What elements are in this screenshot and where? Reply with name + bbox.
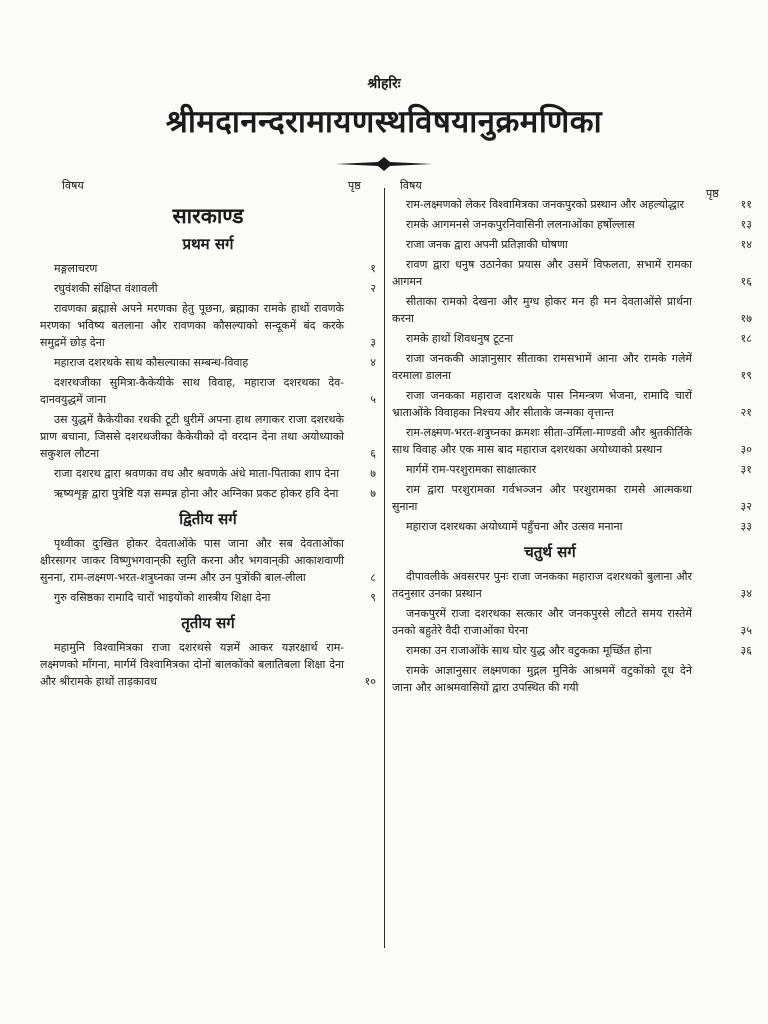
toc-entry-text: दशरथजीका सुमित्रा-कैकेयीके साथ विवाह, महाराज दशरथका देव-दानवयुद्धमें जाना xyxy=(40,376,344,406)
toc-entry-page: ३६ xyxy=(740,644,752,657)
left-entries-1 xyxy=(40,260,376,505)
kanda-heading: सारकाण्ड xyxy=(172,203,244,228)
toc-entry-page: ३४ xyxy=(740,587,752,600)
toc-entry xyxy=(392,662,708,696)
title-ornament-icon xyxy=(334,156,434,172)
left-entries-3 xyxy=(40,639,376,693)
toc-entry-page: १३ xyxy=(740,218,752,231)
toc-entry-text: गुरु वसिष्ठका रामादि चारों भाइयोंको शास्त्रीय शिक्षा देना xyxy=(54,591,271,604)
toc-entry xyxy=(392,642,752,659)
toc-entry xyxy=(40,589,376,606)
toc-entry xyxy=(40,260,376,277)
toc-entry-text: रघुवंशकी संक्षिप्त वंशावली xyxy=(54,282,158,295)
toc-entry-text: मङ्गलाचरण xyxy=(54,262,98,275)
toc-entry-text: रावणका ब्रह्मासे अपने मरणका हेतु पूछना, ब्रह्माका रामके हाथों रावणके मरणका भविष्य बतलाना और रावणका कौसल्याको सन्दूकमें बंद करके समुद्रमें छोड़ देना xyxy=(40,302,344,349)
left-column xyxy=(40,196,376,693)
toc-entry-text: दीपावलीके अवसरपर पुनः राजा जनकका महाराज दशरथको बुलाना और तदनुसार उनका प्रस्थान xyxy=(392,570,692,600)
right-entries-1 xyxy=(392,196,752,538)
toc-entry xyxy=(392,387,752,421)
toc-entry-text: राम द्वारा परशुरामका गर्वभञ्जन और परशुरामका रामसे आत्मकथा सुनाना xyxy=(392,483,692,513)
toc-entry-page: ७ xyxy=(370,467,376,480)
invocation-text: श्रीहरिः xyxy=(367,76,401,92)
toc-entry-text: राजा दशरथ द्वारा श्रवणका वध और श्रवणके अंधे माता-पिताका शाप देना xyxy=(54,467,340,480)
toc-entry-text: रामका उन राजाओंके साथ घोर युद्ध और वटुकका मूर्च्छित होना xyxy=(406,644,652,657)
toc-entry-page: ३३ xyxy=(740,520,752,533)
toc-entry xyxy=(392,330,752,347)
toc-entry-page: ३ xyxy=(370,336,376,349)
toc-entry xyxy=(392,518,752,535)
left-subject-header: विषय xyxy=(62,179,84,192)
sarga-heading-2: द्वितीय सर्ग xyxy=(179,510,237,528)
toc-entry-page: १७ xyxy=(740,312,752,325)
toc-entry xyxy=(40,639,376,690)
toc-entry-text: राम-लक्ष्मण-भरत-शत्रुघ्नका क्रमशः सीता-उर्मिला-माण्डवी और श्रुतकीर्तिके साथ विवाह और एक मास बाद महाराज दशरथका अयोध्याको प्रस्थान xyxy=(392,426,692,456)
toc-entry-page: ८ xyxy=(370,571,376,584)
sarga-heading-4: चतुर्थ सर्ग xyxy=(524,543,576,561)
right-column xyxy=(392,196,752,699)
toc-entry-text: रामके आगमनसे जनकपुरनिवासिनी ललनाओंका हर्षोल्लास xyxy=(406,218,635,231)
toc-entry-page: १० xyxy=(364,675,376,688)
toc-entry-page: १ xyxy=(370,262,376,275)
toc-entry xyxy=(40,535,376,586)
toc-entry-text: सीताका रामको देखना और मुग्ध होकर मन ही मन देवताओंसे प्रार्थना करना xyxy=(392,295,692,325)
right-subject-header: विषय xyxy=(400,179,422,192)
toc-entry-text: जनकपुरमें राजा दशरथका सत्कार और जनकपुरसे लौटते समय रास्तेमें उनको बहुतेरे वैदी राजाओंका घेरना xyxy=(392,607,692,637)
toc-entry-text: ऋष्यशृङ्ग द्वारा पुत्रेष्टि यज्ञ सम्पन्न होना और अग्निका प्रकट होकर हवि देना xyxy=(54,487,339,500)
toc-entry-text: महामुनि विश्वामित्रका राजा दशरथसे यज्ञमें आकर यज्ञरक्षार्थ राम-लक्ष्मणको माँगना, मार्गमें विश्वामित्रका दोनों बालकोंको बलातिबला शिक्षा देना और श्रीरामके हाथों ताड़कावध xyxy=(40,641,344,688)
toc-entry xyxy=(40,280,376,297)
sarga-heading-1: प्रथम सर्ग xyxy=(182,235,234,253)
toc-entry xyxy=(40,485,376,502)
left-page-header: पृष्ठ xyxy=(348,179,361,192)
toc-entry xyxy=(392,605,752,639)
toc-entry xyxy=(40,354,376,371)
toc-entry-text: रामके आज्ञानुसार लक्ष्मणका मुद्गल मुनिके आश्रममें वटुकोंको दूध देने जाना और आश्रमवासियों द्वारा उपस्थित की गयी xyxy=(392,664,692,694)
toc-entry-text: रामके हाथों शिवधनुष टूटना xyxy=(406,332,514,345)
toc-entry-page: ३२ xyxy=(740,500,752,513)
toc-entry-text: महाराज दशरथके साथ कौसल्याका सम्बन्ध-विवाह xyxy=(54,356,249,369)
toc-entry xyxy=(392,481,752,515)
toc-entry-page: ३५ xyxy=(740,624,752,637)
toc-entry xyxy=(40,411,376,462)
sarga-heading-3: तृतीय सर्ग xyxy=(181,614,235,632)
toc-entry-page: १६ xyxy=(740,275,752,288)
toc-entry-page: १४ xyxy=(740,238,752,251)
toc-entry-page: ६ xyxy=(370,447,376,460)
toc-entry-page: ११ xyxy=(740,198,752,211)
toc-entry-text: राजा जनक द्वारा अपनी प्रतिज्ञाकी घोषणा xyxy=(406,238,568,251)
toc-entry xyxy=(392,196,752,213)
toc-entry-page: ३१ xyxy=(740,463,752,476)
toc-entry-text: उस युद्धमें कैकेयीका रथकी टूटी धुरीमें अपना हाथ लगाकर राजा दशरथके प्राण बचाना, जिससे दशरथजीका कैकेयीको दो वरदान देना तथा अयोध्याको सकुशल लौटना xyxy=(40,413,344,460)
toc-entry-page: २ xyxy=(370,282,376,295)
toc-entry-page: ७ xyxy=(370,487,376,500)
toc-entry xyxy=(392,424,752,458)
toc-entry-text: राम-लक्ष्मणको लेकर विश्वामित्रका जनकपुरको प्रस्थान और अहल्योद्धार xyxy=(406,198,685,211)
toc-entry-text: राजा जनकका महाराज दशरथके पास निमन्त्रण भेजना, रामादि चारों भ्राताओंके विवाहका निश्चय और सीताके जन्मका वृत्तान्त xyxy=(392,389,692,419)
toc-entry-page: ५ xyxy=(370,393,376,406)
toc-entry-page: २१ xyxy=(740,406,752,419)
left-entries-2 xyxy=(40,535,376,609)
right-entries-2 xyxy=(392,568,752,699)
toc-entry-text: पृथ्वीका दुःखित होकर देवताओंके पास जाना और सब देवताओंका क्षीरसागर जाकर विष्णुभगवान्‌की स्तुति करना और भगवान्‌की आकाशवाणी सुनना, राम-लक्ष्मण-भरत-शत्रुघ्नका जन्म और उन पुत्रोंकी बाल-लीला xyxy=(40,537,344,584)
toc-entry xyxy=(40,300,376,351)
toc-entry xyxy=(40,465,376,482)
toc-entry xyxy=(392,350,752,384)
toc-entry xyxy=(392,236,752,253)
toc-entry-page: १९ xyxy=(740,369,752,382)
toc-entry xyxy=(392,256,752,290)
toc-entry-text: मार्गमें राम-परशुरामका साक्षात्कार xyxy=(406,463,537,476)
toc-entry-page: ३० xyxy=(740,443,752,456)
toc-entry-page: १८ xyxy=(740,332,752,345)
toc-entry xyxy=(392,293,752,327)
toc-entry xyxy=(392,568,752,602)
toc-entry-page: ४ xyxy=(370,356,376,369)
toc-entry xyxy=(392,461,752,478)
toc-entry-text: महाराज दशरथका अयोध्यामें पहुँचना और उत्सव मनाना xyxy=(406,520,623,533)
toc-entry-text: रावण द्वारा धनुष उठानेका प्रयास और उसमें विफलता, सभामें रामका आगमन xyxy=(392,258,692,288)
toc-entry xyxy=(392,216,752,233)
toc-entry xyxy=(40,374,376,408)
toc-entry-page: ९ xyxy=(370,591,376,604)
right-page-header: पृष्ठ xyxy=(706,187,719,200)
toc-entry-text: राजा जनककी आज्ञानुसार सीताका रामसभामें आना और रामके गलेमें वरमाला डालना xyxy=(392,352,692,382)
column-divider xyxy=(384,188,385,948)
page-title: श्रीमदानन्दरामायणस्थविषयानुक्रमणिका xyxy=(165,104,603,140)
